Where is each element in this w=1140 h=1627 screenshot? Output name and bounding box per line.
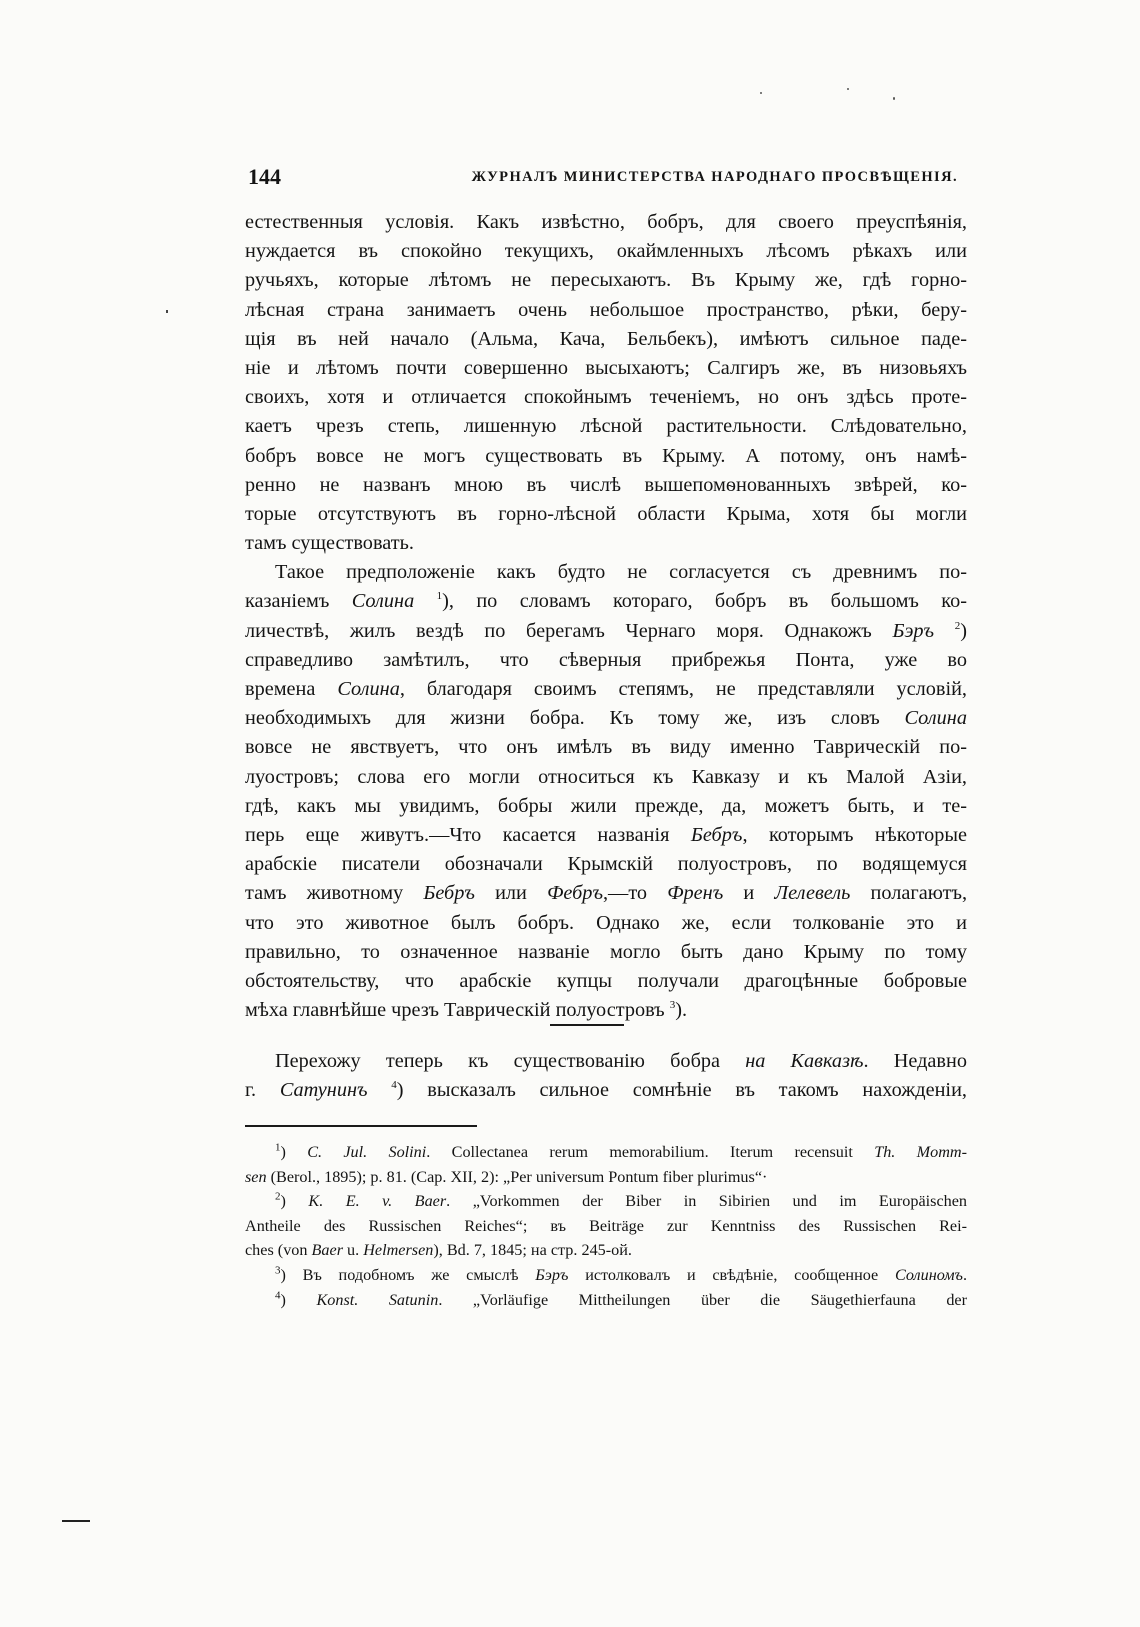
author-name: Бэръ bbox=[892, 619, 935, 642]
text-line: перь еще живутъ.—Что касается названія Бебръ, которымъ нѣкоторые bbox=[245, 823, 967, 846]
footnote-2-cont: Antheile des Russischen Reiches“; въ Beiträge zur Kenntniss des Russischen Rei- bbox=[245, 1216, 967, 1235]
text-line: ніе и лѣтомъ почти совершенно высыхаютъ; Салгиръ же, въ низовьяхъ bbox=[245, 356, 967, 379]
text-line: гдѣ, какъ мы увидимъ, бобры жили прежде, да, можетъ быть, и те- bbox=[245, 794, 967, 817]
text-line: Перехожу теперь къ существованію бобра на Кавказѣ. Недавно bbox=[275, 1050, 968, 1072]
footnote-2: $^2$) K. E. v. Baer. „Vorkommen der Biber in Sibirien und im Europäischen bbox=[275, 1190, 968, 1211]
term-italic: Бебръ bbox=[690, 823, 743, 846]
footnote-3: $^3$) Въ подобномъ же смыслѣ Бэръ истолковалъ и свѣдѣніе, сообщенное Солиномъ. bbox=[275, 1264, 967, 1284]
text-line: щія въ ней начало (Альма, Кача, Бельбекъ), имѣютъ сильное паде- bbox=[245, 327, 967, 350]
text-line: правильно, то означенное названіе могло быть дано Крыму по тому bbox=[245, 940, 967, 963]
text-line: естественныя условія. Какъ извѣстно, бобръ, для своего преуспѣянія, bbox=[245, 211, 967, 233]
text-line: необходимыхъ для жизни бобра. Къ тому же, изъ словъ Солина bbox=[245, 707, 967, 730]
footnote-ref: 3 bbox=[669, 999, 676, 1012]
text-line: Такое предположеніе какъ будто не согласуется съ древнимъ по- bbox=[275, 561, 967, 584]
footnote-1-cont: sen (Berol., 1895); p. 81. (Cap. XII, 2): „Per universum Pontum fiber plurimus“· bbox=[245, 1167, 768, 1186]
page-header bbox=[248, 164, 968, 194]
body-text-continued bbox=[245, 1047, 967, 1105]
footnote-marker: 3 bbox=[275, 1264, 281, 1277]
author-name: Френъ bbox=[667, 882, 724, 905]
text-line: казаніемъ Солина $^1$), по словамъ котораго, бобръ въ большомъ ко- bbox=[245, 590, 967, 613]
text-line: нуждается въ спокойно текущихъ, окаймленныхъ лѣсомъ рѣкахъ или bbox=[245, 240, 967, 263]
running-title: ЖУРНАЛЪ МИНИСТЕРСТВА НАРОДНАГО ПРОСВѢЩЕНІЯ. bbox=[471, 169, 958, 185]
text-line: бобръ вовсе не могъ существовать въ Крыму. А потому, онъ намѣ- bbox=[245, 444, 967, 467]
author-name: Сатунинъ bbox=[279, 1079, 368, 1102]
author-name: Солина bbox=[904, 707, 967, 730]
text-line: ручьяхъ, которые лѣтомъ не пересыхаютъ. Въ Крыму же, гдѣ горно- bbox=[245, 269, 967, 292]
text-line: торые отсутствуютъ въ горно-лѣсной области Крыма, хотя бы могли bbox=[245, 502, 967, 525]
term-italic: Фебръ bbox=[547, 882, 603, 905]
body-text bbox=[245, 208, 967, 1025]
footnote-ref: 4 bbox=[391, 1079, 397, 1092]
scan-speck bbox=[166, 310, 168, 313]
footnote-2-cont: ches (von Baer u. Helmersen), Bd. 7, 1845; на стр. 245-ой. bbox=[245, 1241, 632, 1260]
footnote-1: $^1$) С. Jul. Solini. Collectanea rerum memorabilium. Iterum recensuit Th. Momm- bbox=[275, 1141, 967, 1161]
text-line: ренно не названъ мною въ числѣ вышепомѳнованныхъ звѣрей, ко- bbox=[245, 473, 967, 496]
text-line: вовсе не явствуетъ, что онъ имѣлъ въ виду именно Таврическій по- bbox=[245, 736, 967, 759]
text-line: лѣсная страна занимаетъ очень небольшое пространство, рѣки, беру- bbox=[245, 298, 967, 321]
footnote-marker: 1 bbox=[275, 1141, 281, 1154]
footnote-4: $^4$) Konst. Satunin. „Vorläufige Mittheilungen über die Säugethierfauna der bbox=[275, 1289, 968, 1309]
text-line: личествѣ, жилъ вездѣ по берегамъ Чернаго моря. Однакожъ Бэръ $^2$) bbox=[245, 619, 968, 642]
text-line: времена Солина, благодаря своимъ степямъ, не представляли условій, bbox=[245, 678, 968, 700]
footnote-marker: 2 bbox=[275, 1190, 281, 1203]
footnote-ref: 2 bbox=[954, 619, 961, 632]
text-line: тамъ животному Бебръ или Фебръ,—то Френъ и Лелевель полагаютъ, bbox=[245, 882, 968, 905]
page-number: 144 bbox=[248, 164, 281, 189]
text-line: своихъ, хотя и отличается спокойнымъ теченіемъ, но онъ здѣсь проте- bbox=[245, 386, 967, 409]
text-line: мѣха главнѣйше чрезъ Таврическій полуостровъ $^3$). bbox=[245, 999, 688, 1022]
author-name: Лелевель bbox=[774, 882, 851, 905]
footnote-marker: 4 bbox=[275, 1289, 281, 1302]
text-line: каетъ чрезъ степь, лишенную лѣсной растительности. Слѣдовательно, bbox=[245, 415, 967, 438]
term-italic: Бебръ bbox=[423, 882, 475, 905]
text-line: что это животное былъ бобръ. Однако же, если толкованіе это и bbox=[245, 911, 967, 934]
text-line: арабскіе писатели обозначали Крымскій полуостровъ, по водящемуся bbox=[245, 853, 967, 876]
scan-speck bbox=[893, 97, 895, 100]
place-name: на Кавказѣ bbox=[745, 1050, 864, 1072]
text-line: г. Сатунинъ $^4$) высказалъ сильное сомнѣніе въ такомъ нахожденіи, bbox=[245, 1079, 967, 1102]
author-name: Солина bbox=[337, 678, 400, 700]
text-line: тамъ существовать. bbox=[245, 532, 414, 555]
text-line: обстоятельству, что арабскіе купцы получали драгоцѣнные бобровые bbox=[245, 969, 967, 992]
text-line: луостровъ; слова его могли относиться къ Кавказу и къ Малой Азіи, bbox=[245, 765, 967, 788]
scan-speck bbox=[847, 88, 849, 90]
scan-speck bbox=[760, 92, 762, 94]
author-name: Солина bbox=[351, 590, 415, 613]
margin-mark bbox=[62, 1520, 90, 1522]
footnote-ref: 1 bbox=[436, 590, 443, 603]
footnotes bbox=[245, 1140, 967, 1312]
text-line: справедливо замѣтилъ, что сѣверныя прибрежья Понта, уже во bbox=[245, 648, 967, 671]
footnote-rule bbox=[245, 1125, 477, 1127]
section-separator bbox=[550, 1024, 624, 1026]
